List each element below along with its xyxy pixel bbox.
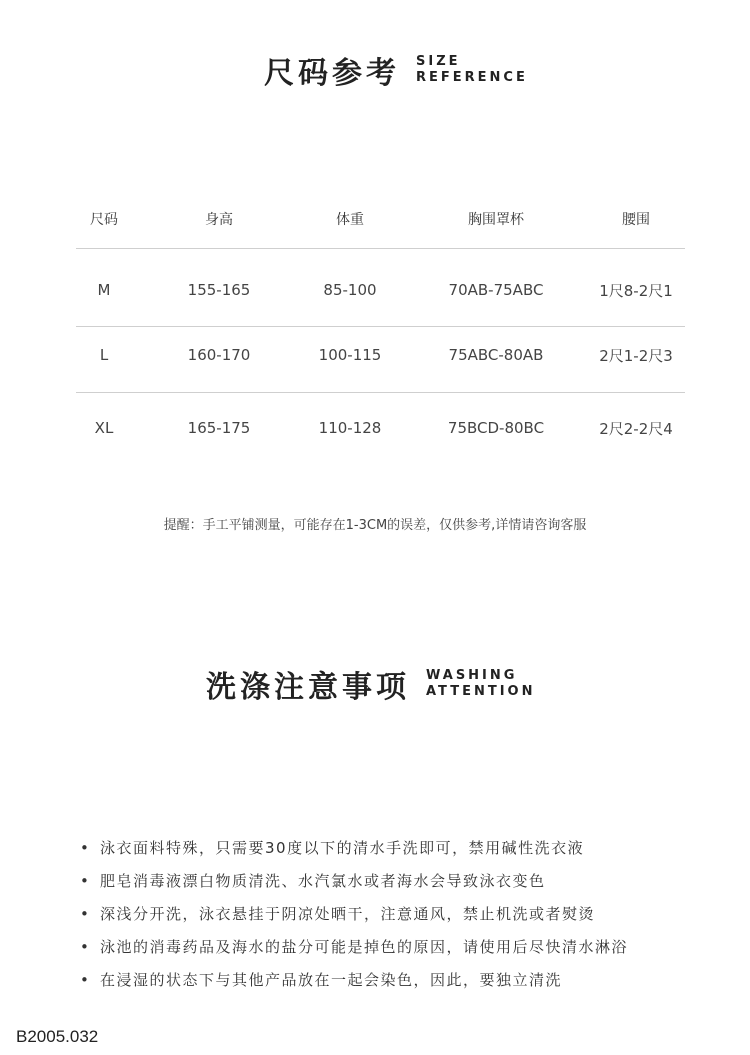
table-cell-weight: 85-100: [323, 281, 377, 299]
header-cell-bust-cup: 胸围罩杯: [468, 212, 524, 228]
measurement-note: 提醒：手工平铺测量，可能存在1-3CM的误差，仅供参考,详情请咨询客服: [163, 518, 587, 533]
header-cell-weight: 体重: [336, 212, 364, 228]
table-row: [76, 260, 685, 320]
table-cell-waist: 2尺1-2尺3: [599, 346, 673, 365]
size-reference-title-cn: 尺码参考: [264, 56, 400, 91]
product-code: B2005.032: [16, 1027, 99, 1046]
washing-title-en-line1: WASHING: [426, 668, 518, 683]
size-reference-title-en-line2: REFERENCE: [416, 70, 528, 85]
table-cell-size: M: [97, 281, 111, 299]
size-reference-title-en: [416, 54, 528, 86]
size-table: [76, 190, 685, 248]
table-cell-size: XL: [94, 419, 114, 437]
list-item: [80, 869, 628, 902]
table-row: [76, 398, 685, 458]
bullet-icon: •: [80, 971, 91, 989]
size-table-row-group: [76, 260, 685, 320]
table-cell-waist: 2尺2-2尺4: [599, 419, 673, 438]
table-cell-height: 165-175: [187, 419, 251, 437]
list-item: [80, 902, 628, 935]
header-cell-size: 尺码: [90, 212, 118, 228]
list-item: [80, 836, 628, 869]
size-table-row-group: [76, 325, 685, 385]
list-item-text: 深浅分开洗，泳衣悬挂于阴凉处晒干，注意通风，禁止机洗或者熨烫: [100, 905, 596, 923]
washing-title-en: [426, 668, 535, 700]
list-item: [80, 935, 628, 968]
washing-title-cn: 洗涤注意事项: [206, 670, 410, 705]
table-cell-waist: 1尺8-2尺1: [599, 281, 673, 300]
table-cell-height: 160-170: [187, 346, 251, 364]
size-table-header: [76, 190, 685, 248]
list-item-text: 在浸湿的状态下与其他产品放在一起会染色，因此，要独立清洗: [100, 971, 563, 989]
header-cell-waist: 腰围: [622, 212, 650, 228]
table-cell-weight: 110-128: [318, 419, 382, 437]
table-divider: [76, 392, 685, 393]
table-cell-bust-cup: 70AB-75ABC: [448, 281, 544, 299]
table-cell-size: L: [99, 346, 109, 364]
size-table-row-group: [76, 398, 685, 458]
table-cell-weight: 100-115: [318, 346, 382, 364]
list-item-text: 肥皂消毒液漂白物质清洗、水汽氯水或者海水会导致泳衣变色: [100, 872, 546, 890]
list-item-text: 泳衣面料特殊，只需要30度以下的清水手洗即可，禁用碱性洗衣液: [100, 839, 585, 857]
table-cell-bust-cup: 75BCD-80BC: [447, 419, 545, 437]
washing-instructions-list: [80, 836, 628, 1001]
bullet-icon: •: [80, 905, 91, 923]
list-item-text: 泳池的消毒药品及海水的盐分可能是掉色的原因，请使用后尽快清水淋浴: [100, 938, 629, 956]
washing-title-en-line2: ATTENTION: [426, 684, 536, 699]
bullet-icon: •: [80, 872, 91, 890]
header-cell-height: 身高: [205, 212, 233, 228]
table-row: [76, 325, 685, 385]
size-reference-heading: [264, 48, 528, 92]
table-cell-height: 155-165: [187, 281, 251, 299]
bullet-icon: •: [80, 938, 91, 956]
bullet-icon: •: [80, 839, 91, 857]
size-reference-title-en-line1: SIZE: [416, 54, 461, 69]
washing-attention-heading: [206, 662, 535, 706]
list-item: [80, 968, 628, 1001]
table-divider: [76, 248, 685, 249]
table-cell-bust-cup: 75ABC-80AB: [448, 346, 544, 364]
